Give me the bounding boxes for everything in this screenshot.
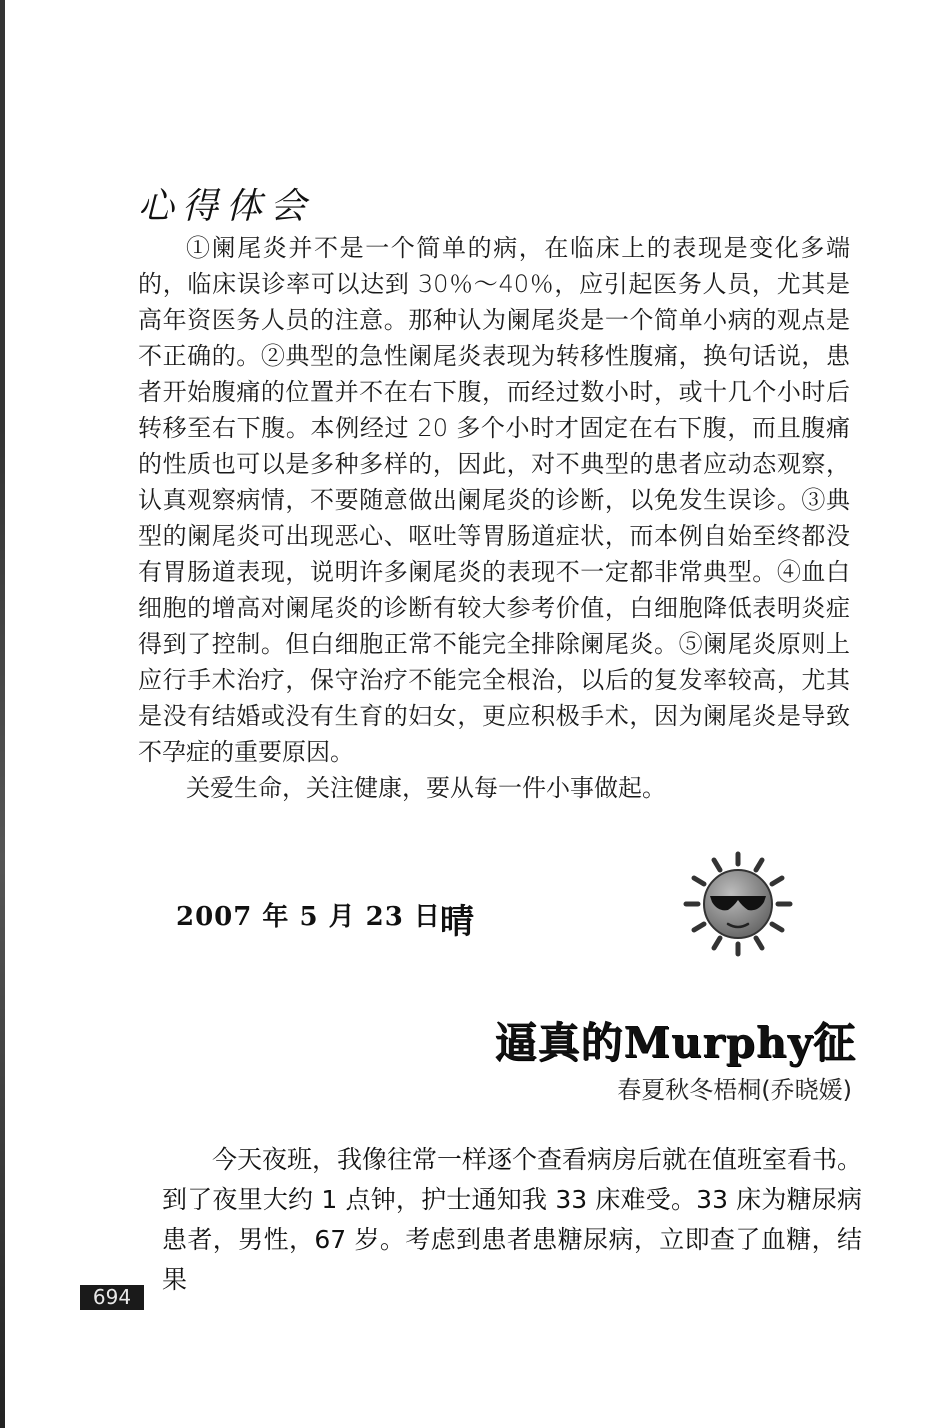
article-body — [162, 1140, 862, 1300]
article-title: 逼真的Murphy征 — [494, 1018, 856, 1067]
article-author: 春夏秋冬梧桐(乔晓媛) — [617, 1076, 852, 1104]
reflection-paragraph: ①阑尾炎并不是一个简单的病，在临床上的表现是变化多端的，临床误诊率可以达到 30％～40％，应引起医务人员，尤其是高年资医务人员的注意。那种认为阑尾炎是一个简单小病的观点是不正确的。②典型的急性阑尾炎表现为转移性腹痛，换句话说，患者开始腹痛的位置并不在右下腹，而经过数小时，或十几个小时后转移至右下腹。本例经过 20 多个小时才固定在右下腹，而且腹痛的性质也可以是多种多样的，因此，对不典型的患者应动态观察，认真观察病情，不要随意做出阑尾炎的诊断，以免发生误诊。③典型的阑尾炎可出现恶心、呕吐等胃肠道症状，而本例自始至终都没有胃肠道表现，说明许多阑尾炎的表现不一定都非常典型。④血白细胞的增高对阑尾炎的诊断有较大参考价值，白细胞降低表明炎症得到了控制。但白细胞正常不能完全排除阑尾炎。⑤阑尾炎原则上应行手术治疗，保守治疗不能完全根治，以后的复发率较高，尤其是没有结婚或没有生育的妇女，更应积极手术，因为阑尾炎是导致不孕症的重要原因。 — [138, 234, 850, 766]
section-heading: 心得体会 — [138, 186, 315, 227]
page-edge-rule — [0, 0, 5, 1428]
page-number: 694 — [80, 1285, 144, 1310]
diary-weather: 晴 — [440, 902, 474, 942]
article-paragraph: 今天夜班，我像往常一样逐个查看病房后就在值班室看书。到了夜里大约 1 点钟，护士通知我 33 床难受。33 床为糖尿病患者，男性，67 岁。考虑到患者患糖尿病，立即查了血糖，结果 — [162, 1145, 863, 1294]
sun-with-sunglasses-icon — [668, 840, 808, 968]
reflection-text — [138, 230, 850, 806]
reflection-closing: 关爱生命，关注健康，要从每一件小事做起。 — [186, 774, 666, 802]
diary-date: 2007 年 5 月 23 日 — [176, 902, 441, 932]
